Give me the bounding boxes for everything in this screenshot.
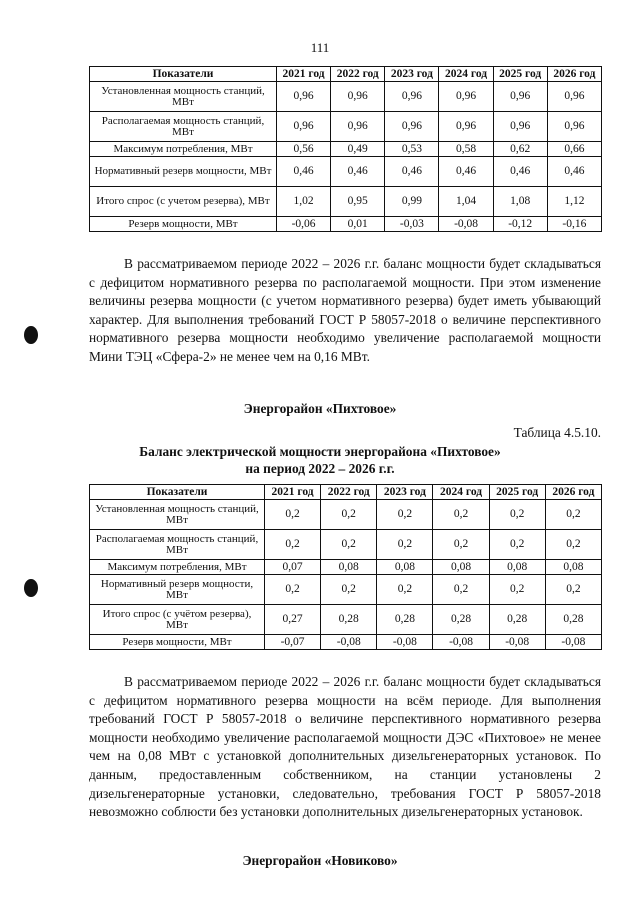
value-cell: 0,96 — [547, 82, 601, 112]
value-cell: 0,2 — [545, 575, 601, 605]
value-cell: -0,12 — [493, 217, 547, 232]
value-cell: 0,07 — [265, 560, 321, 575]
value-cell: 0,99 — [385, 187, 439, 217]
header-cell: 2022 год — [331, 67, 385, 82]
value-cell: 1,04 — [439, 187, 493, 217]
table-header-row — [90, 67, 602, 82]
value-cell: 0,2 — [321, 530, 377, 560]
value-cell: 0,46 — [439, 157, 493, 187]
header-cell: 2025 год — [493, 67, 547, 82]
value-cell: -0,08 — [321, 635, 377, 650]
value-cell: 0,96 — [277, 112, 331, 142]
punch-hole-mark — [24, 326, 38, 344]
value-cell: 0,2 — [265, 500, 321, 530]
table-row — [90, 142, 602, 157]
indicator-cell: Нормативный резерв мощности, МВт — [90, 157, 277, 187]
indicator-cell: Нормативный резерв мощности, МВт — [90, 575, 265, 605]
section-heading-pikhtovoe: Энергорайон «Пихтовое» — [243, 401, 397, 416]
table-header-row — [90, 485, 602, 500]
power-balance-table-pikhtovoe — [89, 484, 602, 650]
value-cell: 0,96 — [439, 82, 493, 112]
value-cell: 0,95 — [331, 187, 385, 217]
power-balance-table-sfera — [89, 66, 602, 232]
value-cell: 0,2 — [265, 575, 321, 605]
value-cell: 0,62 — [493, 142, 547, 157]
indicator-cell: Резерв мощности, МВт — [90, 217, 277, 232]
value-cell: 0,08 — [489, 560, 545, 575]
value-cell: 0,27 — [265, 605, 321, 635]
value-cell: 0,53 — [385, 142, 439, 157]
value-cell: 0,96 — [385, 82, 439, 112]
value-cell: 0,2 — [489, 530, 545, 560]
table-row — [90, 157, 602, 187]
value-cell: 0,2 — [545, 500, 601, 530]
paragraph-pikhtovoe-balance: В рассматриваемом периоде 2022 – 2026 г.г. баланс мощности будет складываться с дефицитом нормативного резерва мощности на всём периоде. Для выполнения требований ГОСТ Р 58057-2018 о величине перспективного нормативного резерва мощности необходимо увеличение располагаемой мощности ДЭС «Пихтовое» не менее чем на 0,08 МВт с установкой дополнительных дизельгенераторных установок. По данным, предоставленным собственником, на станции установлены 2 дизельгенераторные установки, следовательно, требования ГОСТ Р 58057-2018 невозможно соблюсти без установки дополнительных дизельгенераторных установок. — [89, 674, 601, 820]
table-row — [90, 500, 602, 530]
header-cell: 2023 год — [377, 485, 433, 500]
header-cell: 2023 год — [385, 67, 439, 82]
value-cell: 0,58 — [439, 142, 493, 157]
value-cell: 0,2 — [321, 575, 377, 605]
table-row — [90, 635, 602, 650]
header-cell: Показатели — [90, 67, 277, 82]
value-cell: 0,28 — [433, 605, 489, 635]
value-cell: 0,2 — [377, 500, 433, 530]
indicator-cell: Максимум потребления, МВт — [90, 560, 265, 575]
value-cell: 0,46 — [385, 157, 439, 187]
value-cell: 0,2 — [433, 530, 489, 560]
header-cell: 2022 год — [321, 485, 377, 500]
value-cell: 0,96 — [493, 82, 547, 112]
value-cell: 0,49 — [331, 142, 385, 157]
indicator-cell: Установленная мощность станций, МВт — [90, 500, 265, 530]
value-cell: 0,28 — [321, 605, 377, 635]
value-cell: 0,28 — [545, 605, 601, 635]
value-cell: 0,28 — [377, 605, 433, 635]
value-cell: 0,46 — [331, 157, 385, 187]
table-caption-line2: на период 2022 – 2026 г.г. — [245, 461, 395, 476]
header-cell: Показатели — [90, 485, 265, 500]
table-row — [90, 187, 602, 217]
value-cell: 0,56 — [277, 142, 331, 157]
value-cell: 0,96 — [439, 112, 493, 142]
value-cell: 0,46 — [547, 157, 601, 187]
value-cell: 0,01 — [331, 217, 385, 232]
header-cell: 2021 год — [265, 485, 321, 500]
value-cell: 0,28 — [489, 605, 545, 635]
value-cell: 0,66 — [547, 142, 601, 157]
header-cell: 2021 год — [277, 67, 331, 82]
value-cell: 0,08 — [377, 560, 433, 575]
value-cell: 1,02 — [277, 187, 331, 217]
value-cell: 0,2 — [265, 530, 321, 560]
value-cell: -0,08 — [439, 217, 493, 232]
value-cell: 0,46 — [277, 157, 331, 187]
table-number: Таблица 4.5.10. — [513, 425, 601, 440]
value-cell: -0,08 — [433, 635, 489, 650]
indicator-cell: Максимум потребления, МВт — [90, 142, 277, 157]
indicator-cell: Итого спрос (с учетом резерва), МВт — [90, 187, 277, 217]
value-cell: -0,03 — [385, 217, 439, 232]
page-number: 111 — [310, 40, 330, 55]
value-cell: 1,12 — [547, 187, 601, 217]
value-cell: 0,96 — [385, 112, 439, 142]
value-cell: 0,96 — [331, 82, 385, 112]
value-cell: -0,06 — [277, 217, 331, 232]
indicator-cell: Итого спрос (с учётом резерва), МВт — [90, 605, 265, 635]
paragraph-sfera-balance: В рассматриваемом периоде 2022 – 2026 г.г. баланс мощности будет складываться с дефицитом нормативного резерва по располагаемой мощности. При этом изменение величины резерва мощности (с учетом нормативного резерва) будет иметь убывающий характер. Для выполнения требований ГОСТ Р 58057-2018 о величине перспективного нормативного резерва мощности необходимо увеличение располагаемой мощности Мини ТЭЦ «Сфера-2» не менее чем на 0,16 МВт. — [89, 256, 601, 364]
header-cell: 2025 год — [489, 485, 545, 500]
value-cell: 0,2 — [377, 575, 433, 605]
table-row — [90, 530, 602, 560]
value-cell: 0,96 — [277, 82, 331, 112]
table-row — [90, 82, 602, 112]
section-heading-novikovo: Энергорайон «Новиково» — [242, 853, 398, 868]
table-caption-line1: Баланс электрической мощности энергорайона «Пихтовое» — [139, 444, 501, 459]
value-cell: 0,2 — [433, 575, 489, 605]
value-cell: -0,08 — [377, 635, 433, 650]
indicator-cell: Располагаемая мощность станций, МВт — [90, 112, 277, 142]
value-cell: 0,2 — [433, 500, 489, 530]
punch-hole-mark — [24, 579, 38, 597]
value-cell: 0,08 — [545, 560, 601, 575]
indicator-cell: Установленная мощность станций, МВт — [90, 82, 277, 112]
indicator-cell: Располагаемая мощность станций, МВт — [90, 530, 265, 560]
table-row — [90, 575, 602, 605]
table-row — [90, 217, 602, 232]
header-cell: 2026 год — [547, 67, 601, 82]
header-cell: 2024 год — [439, 67, 493, 82]
table-row — [90, 112, 602, 142]
value-cell: 0,08 — [433, 560, 489, 575]
table-row — [90, 605, 602, 635]
header-cell: 2024 год — [433, 485, 489, 500]
value-cell: 0,2 — [545, 530, 601, 560]
value-cell: 1,08 — [493, 187, 547, 217]
value-cell: 0,2 — [321, 500, 377, 530]
value-cell: 0,2 — [377, 530, 433, 560]
value-cell: 0,2 — [489, 575, 545, 605]
value-cell: 0,96 — [547, 112, 601, 142]
value-cell: 0,46 — [493, 157, 547, 187]
value-cell: 0,96 — [331, 112, 385, 142]
value-cell: -0,08 — [545, 635, 601, 650]
value-cell: 0,96 — [493, 112, 547, 142]
indicator-cell: Резерв мощности, МВт — [90, 635, 265, 650]
value-cell: -0,16 — [547, 217, 601, 232]
value-cell: 0,2 — [489, 500, 545, 530]
value-cell: -0,07 — [265, 635, 321, 650]
value-cell: 0,08 — [321, 560, 377, 575]
value-cell: -0,08 — [489, 635, 545, 650]
header-cell: 2026 год — [545, 485, 601, 500]
table-row — [90, 560, 602, 575]
